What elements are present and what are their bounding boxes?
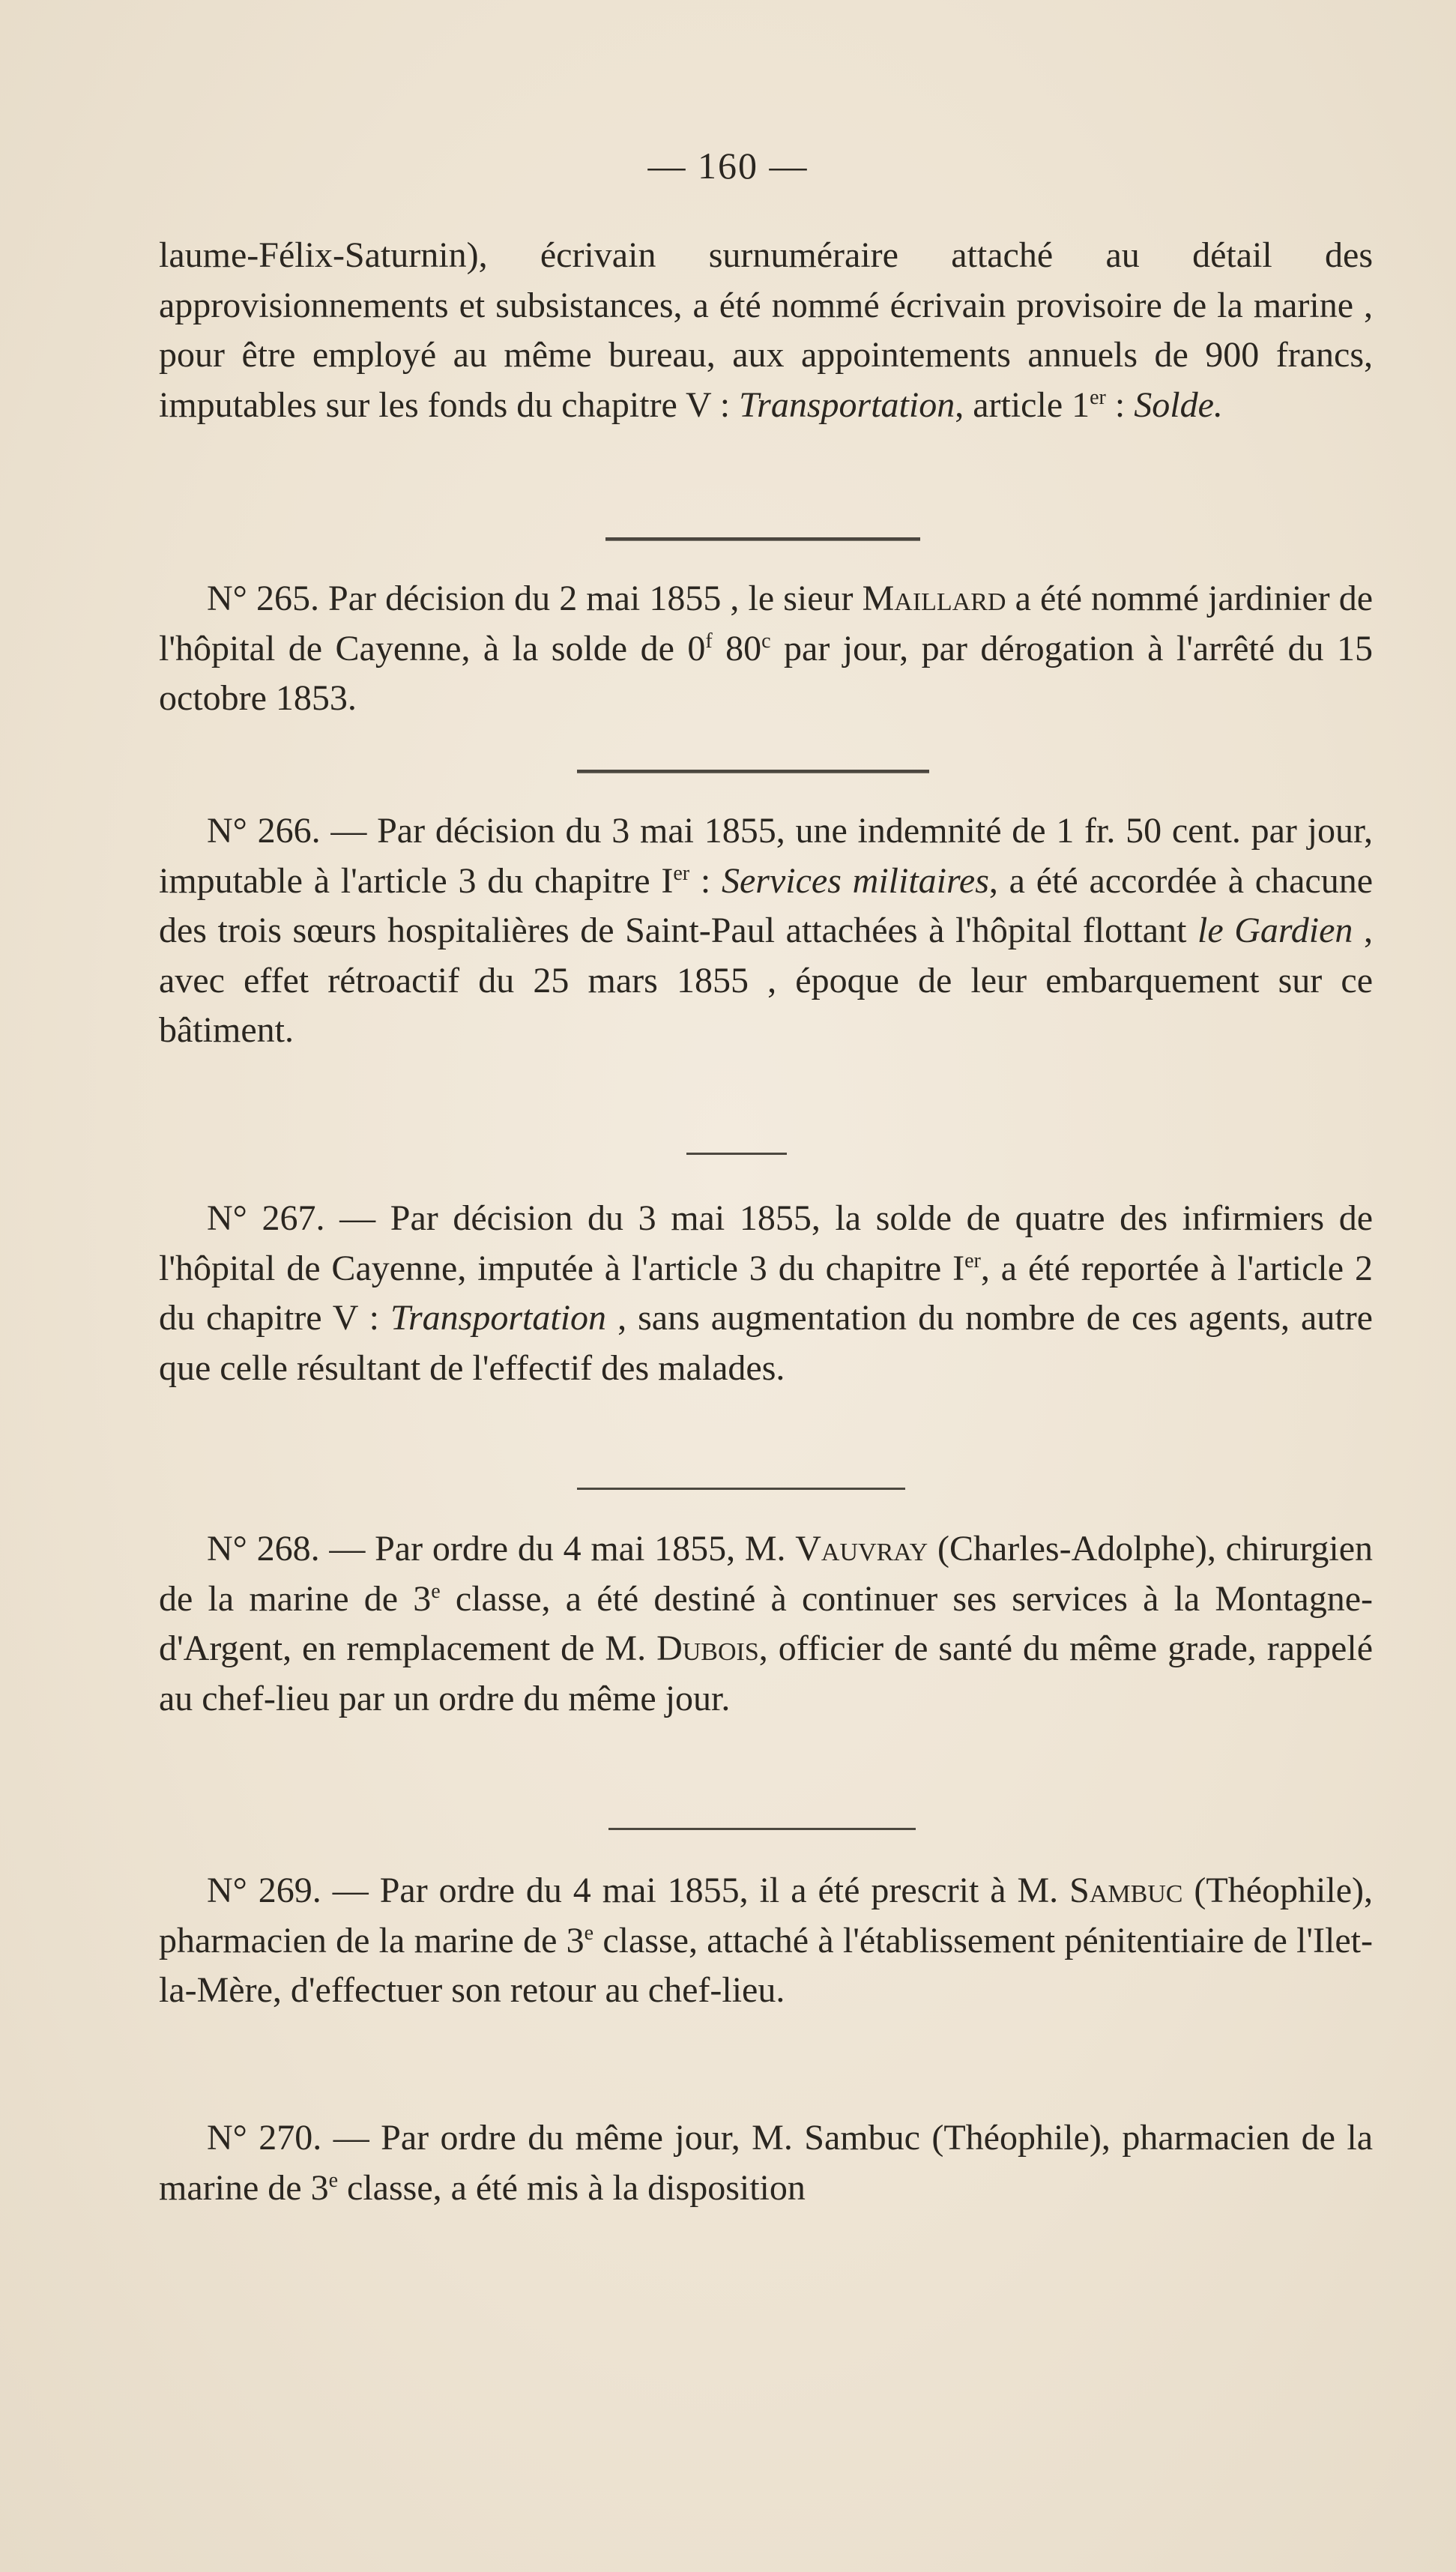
para-text: , sans augmentation du nombre de ces agents, autre que celle résultant de l'effectif des malades. xyxy=(159,1298,1373,1388)
para-text: (Théophile), pharmacien de la marine de 3 xyxy=(159,1871,1373,1960)
chapter-title-italic: Transportation xyxy=(739,384,955,425)
entry-265 xyxy=(159,574,1373,724)
section-divider xyxy=(605,537,920,541)
para-text: par jour, par dérogation à l'arrêté du 15 octobre 1853. xyxy=(159,628,1373,718)
section-divider xyxy=(577,1488,905,1490)
article-title-italic: Solde. xyxy=(1134,384,1223,425)
entry-number: N° 269. xyxy=(207,1871,321,1910)
entry-number: N° 270. xyxy=(207,2118,322,2158)
person-name: Dubois xyxy=(656,1628,759,1668)
para-text: (Charles-Adolphe), chirurgien de la marine de 3 xyxy=(159,1529,1374,1619)
para-text: a été nommé jardinier de l'hôpital de Cayenne, à la solde de 0 xyxy=(159,579,1373,668)
para-text: — Par décision du 3 mai 1855, la solde de quatre des infirmiers de l'hôpital de Cayenne, imputée à l'article 3 du chapitre I xyxy=(159,1198,1374,1288)
para-text: : xyxy=(689,860,722,901)
entry-270 xyxy=(159,2113,1373,2213)
ship-name-italic: le Gardien xyxy=(1197,911,1353,950)
section-divider xyxy=(577,770,929,773)
para-text: — Par ordre du même jour, M. Sambuc (Théophile), pharmacien de la marine de 3 xyxy=(159,2118,1373,2208)
para-text: classe, a été destiné à continuer ses services à la Montagne-d'Argent, en remplacement de M. xyxy=(159,1578,1374,1668)
superscript: e xyxy=(584,1921,594,1945)
para-text: : xyxy=(1105,384,1135,425)
paragraph-continued xyxy=(159,231,1373,430)
superscript: c xyxy=(761,629,771,653)
superscript: f xyxy=(705,629,713,653)
superscript: e xyxy=(431,1579,441,1603)
entry-number: N° 265. xyxy=(207,579,319,618)
para-text: , a été reportée à l'article 2 du chapitre V : xyxy=(159,1248,1373,1338)
entry-269 xyxy=(159,1866,1373,2016)
entry-number: N° 268. xyxy=(207,1529,320,1569)
person-name: Sambuc xyxy=(1069,1871,1183,1910)
superscript: er xyxy=(964,1249,981,1273)
entry-number: N° 266. xyxy=(207,811,321,851)
section-divider xyxy=(608,1828,916,1830)
para-text: classe, attaché à l'établissement pénitentiaire de l'Ilet-la-Mère, d'effectuer son retour au chef-lieu. xyxy=(159,1920,1373,2010)
chapter-title-italic: Transportation xyxy=(390,1298,607,1338)
para-text: 80 xyxy=(712,628,762,668)
para-text: , avec effet rétroactif du 25 mars 1855 , époque de leur embarquement sur ce bâtiment. xyxy=(159,911,1374,1050)
para-text: classe, a été mis à la disposition xyxy=(338,2167,806,2208)
superscript: er xyxy=(673,861,690,885)
superscript: er xyxy=(1090,385,1106,409)
para-text: , article 1 xyxy=(955,384,1090,425)
person-name: Maillard xyxy=(862,579,1006,618)
entry-266 xyxy=(159,806,1373,1056)
chapter-title-italic: Services militaires xyxy=(721,860,989,901)
superscript: e xyxy=(328,2168,339,2192)
page-number: — 160 — xyxy=(647,145,809,187)
entry-number: N° 267. xyxy=(207,1198,325,1238)
person-name: Vauvray xyxy=(795,1529,928,1569)
para-text: — Par décision du 3 mai 1855, une indemnité de 1 fr. 50 cent. par jour, imputable à l'article 3 du chapitre I xyxy=(159,811,1374,901)
para-text: — Par ordre du 4 mai 1855, M. xyxy=(319,1529,796,1569)
entry-267 xyxy=(159,1194,1373,1393)
para-text: — Par ordre du 4 mai 1855, il a été prescrit à M. xyxy=(321,1871,1070,1910)
para-text: , a été accordée à chacune des trois sœurs hospitalières de Saint-Paul attachées à l'hôpital flottant xyxy=(159,860,1374,950)
section-divider xyxy=(686,1153,787,1155)
entry-268 xyxy=(159,1524,1373,1724)
para-text: , officier de santé du même grade, rappelé au chef-lieu par un ordre du même jour. xyxy=(159,1628,1374,1718)
para-text: Par décision du 2 mai 1855 , le sieur xyxy=(318,579,863,618)
para-text: laume-Félix-Saturnin), écrivain surnuméraire attaché au détail des approvisionnements et subsistances, a été nommé écrivain provisoire de la marine , pour être employé au même bureau, aux appointements annuels de 900 francs, imputables sur les fonds du chapitre V : xyxy=(159,235,1373,425)
